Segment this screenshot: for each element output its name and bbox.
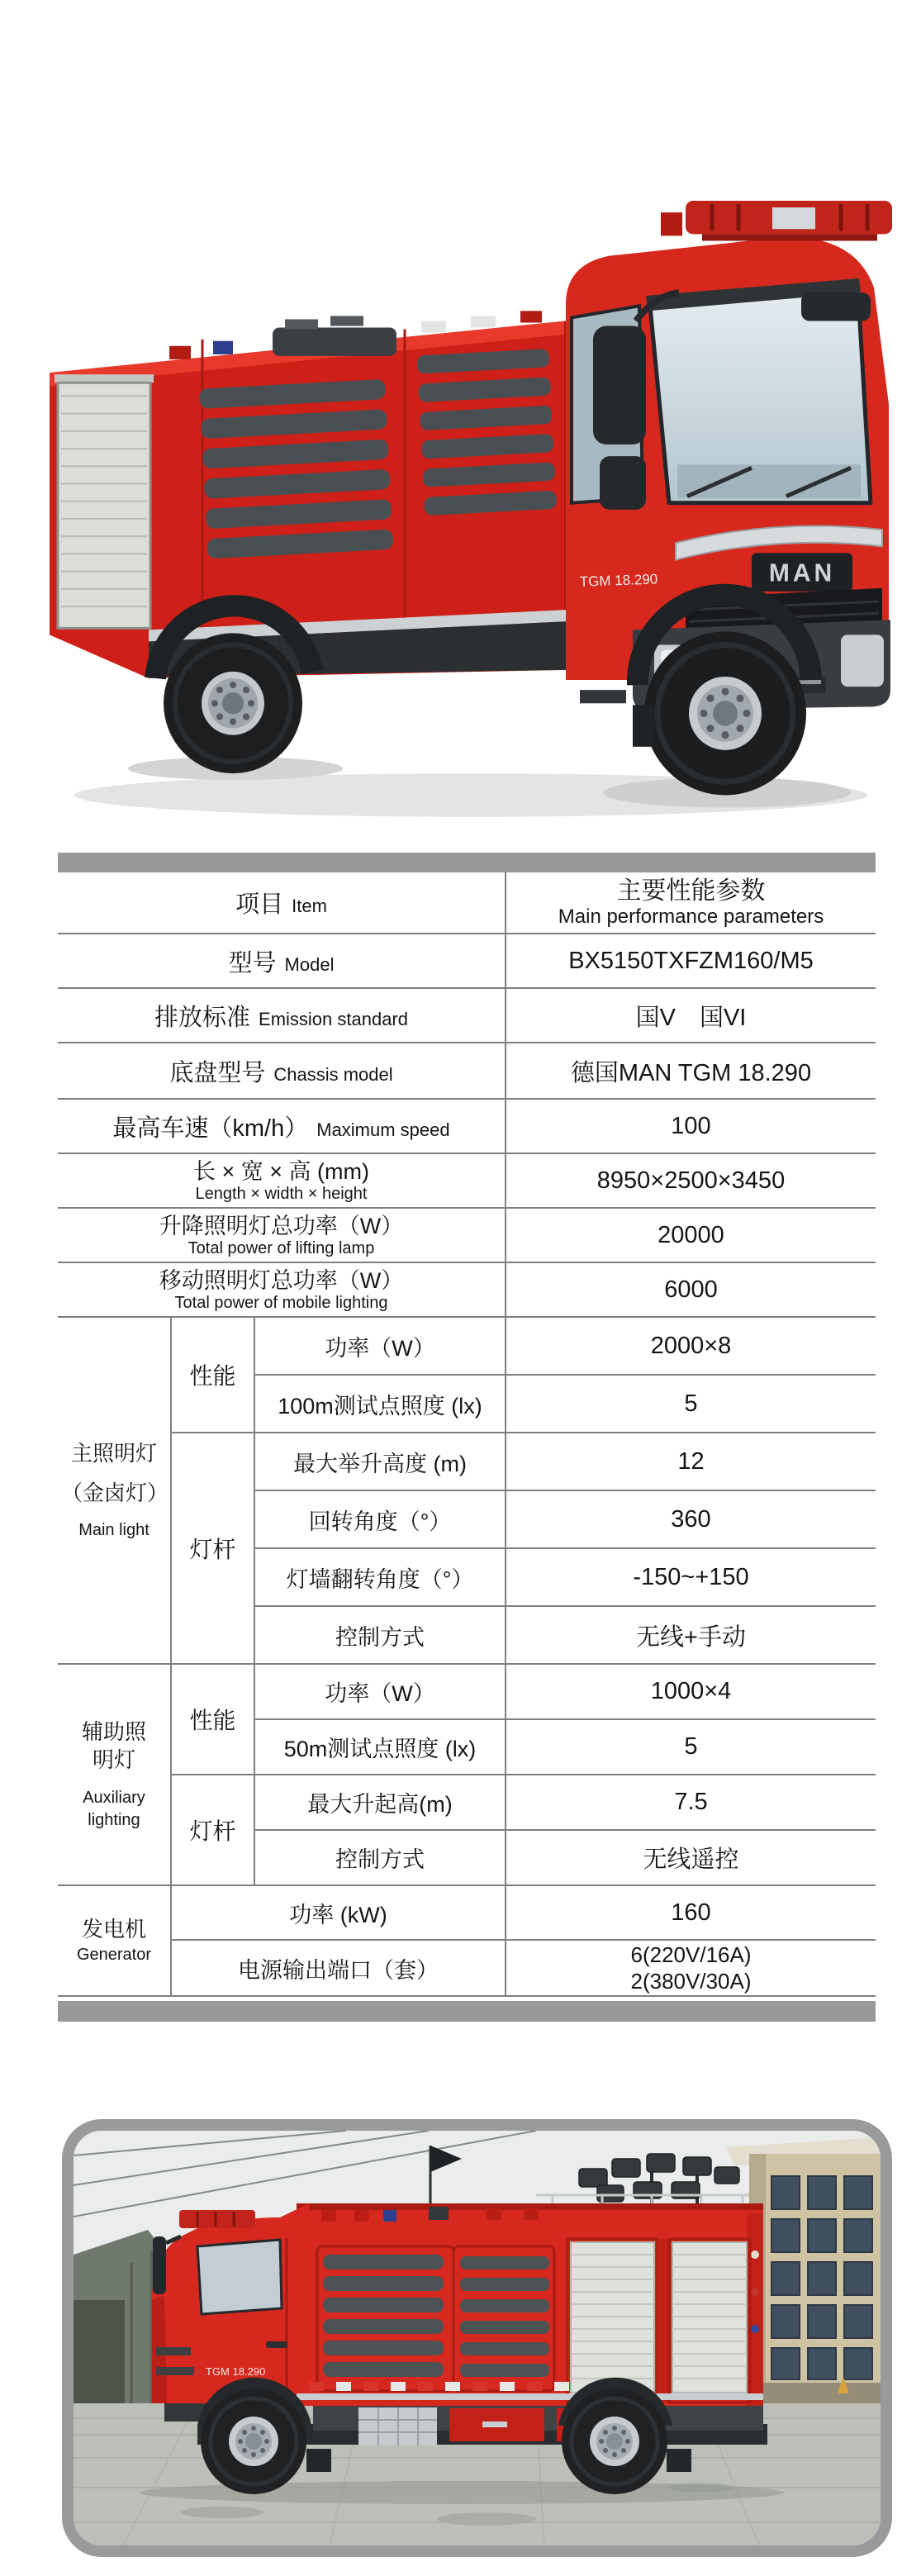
- truck-side-photo-frame: [62, 2119, 892, 2557]
- mobile-lighting-power-value-cell: 6000: [506, 1262, 876, 1317]
- generator-ports-value-cell: 6(220V/16A) 2(380V/30A): [506, 1940, 876, 1996]
- table-top-bar: [58, 853, 876, 872]
- emission-value-cell: 国V 国VI: [506, 988, 876, 1043]
- light-bar: [179, 2210, 255, 2228]
- aux-lx50-param-cell: 50m测试点照度 (lx): [254, 1719, 506, 1775]
- aux-height-value-cell: 7.5: [506, 1775, 876, 1830]
- table-bottom-bar: [58, 2001, 876, 2022]
- table-row: [58, 1153, 876, 1208]
- table-row: [58, 1940, 876, 1996]
- model-label-cell: 型号 Model: [58, 934, 506, 988]
- table-row: [58, 1099, 876, 1153]
- speed-label-cell: 最高车速（km/h） Maximum speed: [58, 1099, 506, 1153]
- rear-roller-shutter: [55, 374, 154, 628]
- main-control-param-cell: 控制方式: [254, 1606, 506, 1664]
- table-row: [58, 1775, 876, 1830]
- table-row: [58, 988, 876, 1043]
- lifting-lamp-power-value-cell: 20000: [506, 1208, 876, 1262]
- truck-side-illustration: [74, 2131, 881, 2545]
- aux-light-group-cell: 辅助照 明灯 Auxiliary lighting: [58, 1664, 171, 1885]
- aux-power-value-cell: 1000×4: [506, 1664, 876, 1719]
- header-params-cell: [506, 872, 876, 934]
- main-power-param-cell: 功率（W）: [254, 1317, 506, 1375]
- table-row: [58, 934, 876, 988]
- truck-front-illustration: [25, 45, 896, 839]
- mobile-lighting-power-label-cell: 移动照明灯总功率（W） Total power of mobile lighting: [58, 1262, 506, 1317]
- main-flip-value-cell: -150~+150: [506, 1548, 876, 1606]
- dimensions-value-cell: 8950×2500×3450: [506, 1153, 876, 1208]
- speed-value-cell: 100: [506, 1099, 876, 1153]
- aux-height-param-cell: 最大升起高(m): [254, 1775, 506, 1830]
- generator-power-param-cell: 功率 (kW): [171, 1885, 506, 1940]
- light-bar: [661, 201, 892, 241]
- mirror: [153, 2236, 166, 2294]
- spec-table: [58, 853, 876, 2022]
- main-rotate-value-cell: 360: [506, 1490, 876, 1548]
- tgm-label: TGM 18.290: [579, 571, 658, 590]
- main-power-value-cell: 2000×8: [506, 1317, 876, 1375]
- table-row: [58, 1262, 876, 1317]
- main-rotate-param-cell: 回转角度（°）: [254, 1490, 506, 1548]
- table-row: [58, 1043, 876, 1099]
- spec-table-grid: [58, 872, 876, 1997]
- main-light-pole-cell: 灯杆: [171, 1433, 254, 1664]
- table-row: [58, 1317, 876, 1375]
- header-item-cell: [58, 872, 506, 934]
- generator-power-value-cell: 160: [506, 1885, 876, 1940]
- model-value-cell: BX5150TXFZM160/M5: [506, 934, 876, 988]
- main-flip-param-cell: 灯墙翻转角度（°）: [254, 1548, 506, 1606]
- truck-front-photo: [25, 45, 896, 839]
- aux-lx50-value-cell: 5: [506, 1719, 876, 1775]
- side-window: [197, 2240, 282, 2314]
- chassis-value-cell: 德国MAN TGM 18.290: [506, 1043, 876, 1099]
- tgm-label: TGM 18.290: [206, 2365, 266, 2378]
- roller-shutters: [567, 2239, 750, 2403]
- header-params-en: Main performance parameters: [558, 905, 824, 928]
- aux-control-param-cell: 控制方式: [254, 1830, 506, 1885]
- dimensions-label-cell: 长 × 宽 × 高 (mm) Length × width × height: [58, 1153, 506, 1208]
- main-height-value-cell: 12: [506, 1433, 876, 1490]
- chassis-label-cell: 底盘型号 Chassis model: [58, 1043, 506, 1099]
- main-light-performance-cell: 性能: [171, 1317, 254, 1433]
- main-control-value-cell: 无线+手动: [506, 1606, 876, 1664]
- generator-ports-param-cell: 电源输出端口（套）: [171, 1940, 506, 1996]
- aux-pole-cell: 灯杆: [171, 1775, 254, 1885]
- table-row: [58, 1208, 876, 1262]
- table-row: [58, 872, 876, 934]
- emission-label-cell: 排放标准 Emission standard: [58, 988, 506, 1043]
- main-light-group-cell: 主照明灯 （金卤灯） Main light: [58, 1317, 171, 1664]
- man-logo: MAN: [768, 559, 836, 587]
- aux-power-param-cell: 功率（W）: [254, 1664, 506, 1719]
- generator-group-cell: 发电机 Generator: [58, 1885, 171, 1996]
- table-row: [58, 1433, 876, 1490]
- table-row: [58, 1664, 876, 1719]
- lifting-lamp-power-label-cell: 升降照明灯总功率（W） Total power of lifting lamp: [58, 1208, 506, 1262]
- aux-performance-cell: 性能: [171, 1664, 254, 1775]
- main-lx100-value-cell: 5: [506, 1375, 876, 1433]
- header-params-cn: 主要性能参数: [616, 877, 766, 905]
- main-height-param-cell: 最大举升高度 (m): [254, 1433, 506, 1490]
- main-lx100-param-cell: 100m测试点照度 (lx): [254, 1375, 506, 1433]
- table-row: [58, 1885, 876, 1940]
- header-item-cn: 项目: [235, 891, 284, 918]
- header-item-en: Item: [292, 896, 327, 916]
- aux-control-value-cell: 无线遥控: [506, 1830, 876, 1885]
